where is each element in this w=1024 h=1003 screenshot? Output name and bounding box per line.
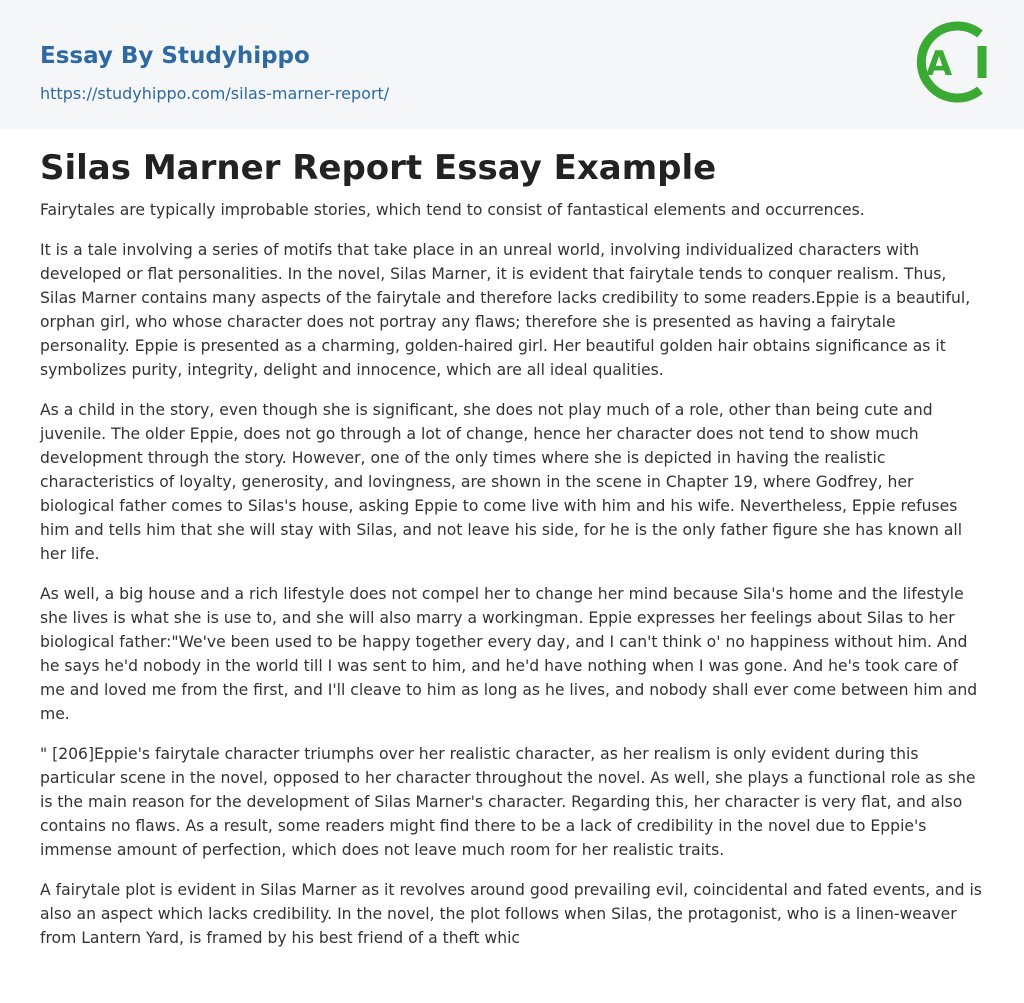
brand-title[interactable]: Essay By Studyhippo	[40, 43, 310, 69]
paragraph-3: As a child in the story, even though she is significant, she does not play much of a role, other than being cute and juvenile. The older Eppie, does not go through a lot of change, hence her character does not tend to show much development through the story. However, one of the only times where she is depicted in having the realistic characteristics of loyalty, generosity, and lovingness, are shown in the scene in Chapter 19, where Godfrey, her biological father comes to Silas's house, asking Eppie to come live with him and his wife. Nevertheless, Eppie refuses him and tells him that she will stay with Silas, and not leave his side, for he is the only father figure she has known all her life.	[40, 401, 963, 563]
page-title: Silas Marner Report Essay Example	[40, 148, 717, 188]
studyhippo-logo-icon[interactable]	[910, 18, 988, 106]
site-header	[0, 0, 1024, 129]
paragraph-1: Fairytales are typically improbable stories, which tend to consist of fantastical elements and occurrences.	[40, 201, 865, 219]
logo-letter: A	[925, 44, 953, 84]
paragraph-2: It is a tale involving a series of motifs that take place in an unreal world, involving individualized characters with developed or flat personalities. In the novel, Silas Marner, it is evident that fairytale tends to conquer realism. Thus, Silas Marner contains many aspects of the fairytale and therefore lacks credibility to some readers.Eppie is a beautiful, orphan girl, who whose character does not portray any flaws; therefore she is presented as having a fairytale personality. Eppie is presented as a charming, golden-haired girl. Her beautiful golden hair obtains significance as it symbolizes purity, integrity, delight and innocence, which are all ideal qualities.	[40, 241, 971, 379]
source-url-link[interactable]: https://studyhippo.com/silas-marner-report/	[40, 84, 390, 103]
paragraph-5: " [206]Eppie's fairytale character triumphs over her realistic character, as her realism is only evident during this particular scene in the novel, opposed to her character throughout the novel. As well, she plays a functional role as she is the main reason for the development of Silas Marner's character. Regarding this, her character is very flat, and also contains no flaws. As a result, some readers might find there to be a lack of credibility in the novel due to Eppie's immense amount of perfection, which does not leave much room for her realistic traits.	[40, 745, 976, 859]
paragraph-4: As well, a big house and a rich lifestyle does not compel her to change her mind because Sila's home and the lifestyle she lives is what she is use to, and she will also marry a workingman. Eppie expresses her feelings about Silas to her biological father:"We've been used to be happy together every day, and I can't think o' no happiness without him. And he says he'd nobody in the world till I was sent to him, and he'd have nothing when I was gone. And he's took care of me and loved me from the first, and I'll cleave to him as long as he lives, and nobody shall ever come between him and me.	[40, 585, 978, 723]
article	[40, 145, 984, 966]
paragraph-6: A fairytale plot is evident in Silas Marner as it revolves around good prevailing evil, coincidental and fated events, and is also an aspect which lacks credibility. In the novel, the plot follows when Silas, the protagonist, who is a linen-weaver from Lantern Yard, is framed by his best friend of a theft whic	[40, 881, 982, 947]
